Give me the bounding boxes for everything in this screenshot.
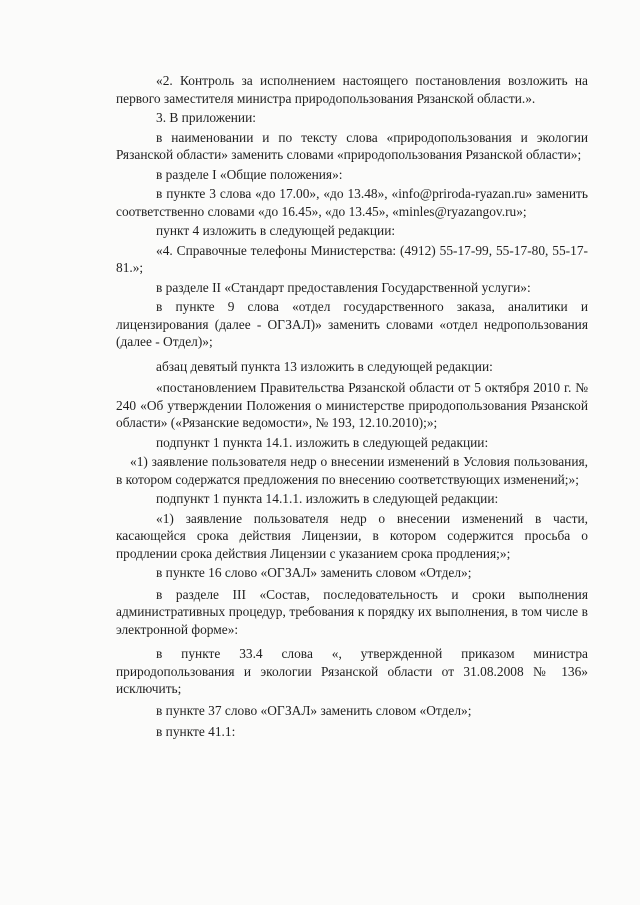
paragraph-section-2: в разделе II «Стандарт предоставления Государственной услуги»: [156,279,531,295]
paragraph-point-3: в пункте 3 слова «до 17.00», «до 13.48», «info@priroda-ryazan.ru» заменить соответственно словами «до 16.45», «до 13.45», «minles@ryazangov.ru»; [116,186,588,219]
paragraph-phones: «4. Справочные телефоны Министерства: (4912) 55-17-99, 55-17-80, 55-17-81.»; [116,242,588,275]
paragraph-subpoint-14-1-text: «1) заявление пользователя недр о внесении изменений в Условия пользования, в котором содержатся предложения по внесению соответствующих изменений;»; [116,454,588,487]
paragraph-point-13-intro: абзац девятый пункта 13 изложить в следующей редакции: [156,358,493,374]
paragraph-point-41-1: в пункте 41.1: [156,724,236,739]
paragraph-resolution-reference: «постановлением Правительства Рязанской области от 5 октября 2010 г. № 240 «Об утверждении Положения о министерстве природопользования Рязанской области» («Рязанские ведомости», № 193, 12.10.2010);»; [116,380,588,430]
paragraph-subpoint-14-1-intro: подпункт 1 пункта 14.1. изложить в следующей редакции: [156,434,489,450]
paragraph-section-1: в разделе I «Общие положения»: [156,166,343,182]
paragraph-point-37: в пункте 37 слово «ОГЗАЛ» заменить словом «Отдел»; [156,702,472,718]
document-body [116,72,588,741]
paragraph-point-4-intro: пункт 4 изложить в следующей редакции: [156,223,396,238]
paragraph-point-9: в пункте 9 слова «отдел государственного заказа, аналитики и лицензирования (далее - ОГЗАЛ)» заменить словами «отдел недропользования (далее - Отдел)»; [116,299,588,349]
paragraph-name-replacement: в наименовании и по тексту слова «природопользования и экологии Рязанской области» заменить словами «природопользования Рязанской области»; [116,129,588,162]
paragraph-subpoint-14-1-1-intro: подпункт 1 пункта 14.1.1. изложить в следующей редакции: [156,491,499,506]
paragraph-point-16: в пункте 16 слово «ОГЗАЛ» заменить словом «Отдел»; [156,565,472,580]
paragraph-section-3: в разделе III «Состав, последовательность и сроки выполнения административных процедур, требования к порядку их выполнения, в том числе в электронной форме»: [116,586,588,637]
paragraph-control-clause: «2. Контроль за исполнением настоящего постановления возложить на первого заместителя министра природопользования Рязанской области.». [116,73,588,106]
paragraph-appendix-heading: 3. В приложении: [156,110,256,125]
paragraph-point-33-4: в пункте 33.4 слова «, утвержденной приказом министра природопользования и экологии Рязанской области от 31.08.2008 № 136» исключить; [116,646,588,696]
paragraph-subpoint-14-1-1-text: «1) заявление пользователя недр о внесении изменений в части, касающейся срока действия Лицензии, в котором содержится просьба о продлении срока действия Лицензии с указанием срока продления;»; [116,510,588,561]
